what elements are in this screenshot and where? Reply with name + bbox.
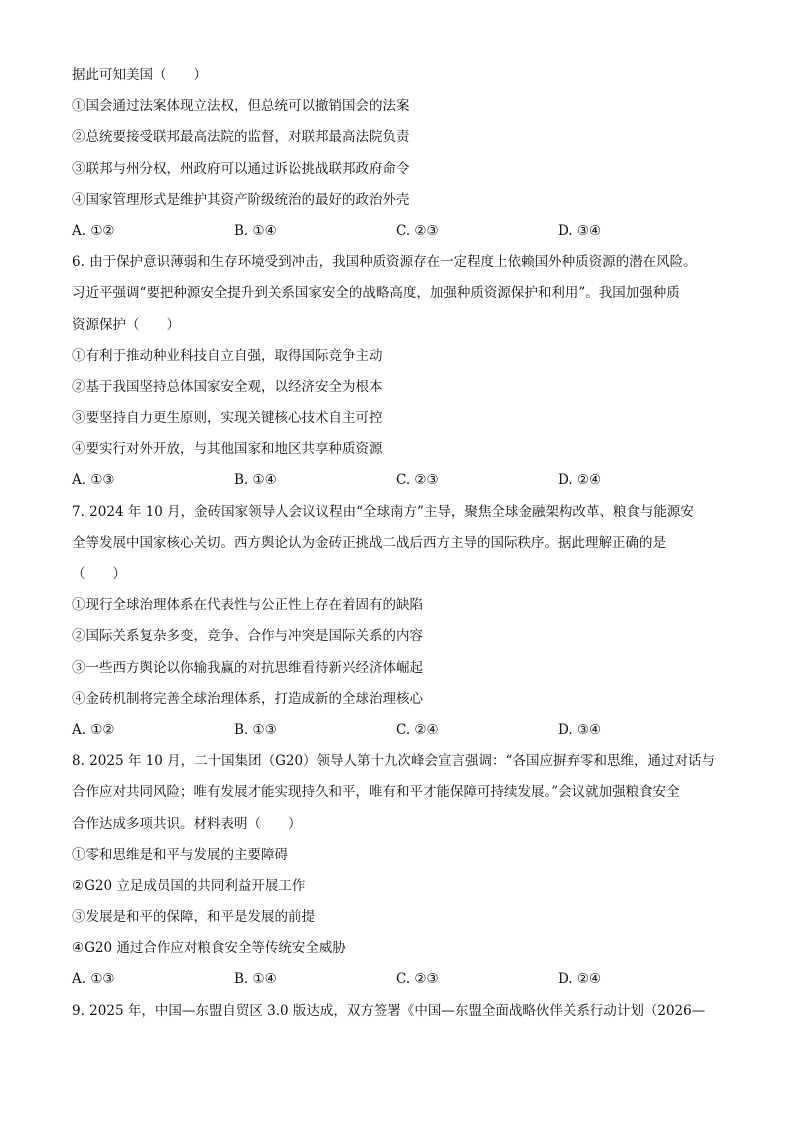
question-5-item-2: ②总统要接受联邦最高法院的监督，对联邦最高法院负责 [72,129,410,146]
question-7-stem-line-1: 7. 2024 年 10 月，金砖国家领导人会议议程由“全球南方”主导，聚焦全球金融架构改革、粮食与能源安 [72,503,694,520]
question-8-item-3: ③发展是和平的保障，和平是发展的前提 [72,909,315,926]
question-8-options [72,966,732,997]
question-5-stem: 据此可知美国（ ） [72,67,207,83]
question-7 [72,499,732,749]
question-6-item-2: ②基于我国坚持总体国家安全观，以经济安全为根本 [72,378,383,395]
question-5-option-b: B. ①④ [234,222,277,239]
question-9-stem-line-1: 9. 2025 年，中国—东盟自贸区 3.0 版达成，双方签署《中国—东盟全面战略伙伴关系行动计划（2026— [72,1002,706,1019]
question-7-option-b: B. ①③ [234,721,277,738]
question-7-option-a: A. ①② [72,721,115,738]
question-8-stem-line-2: 合作应对共同风险；唯有发展才能实现持久和平，唯有和平才能保障可持续发展。”会议就加强粮食安全 [72,784,680,801]
question-8-option-a: A. ①③ [72,971,115,988]
question-8-option-c: C. ②③ [396,971,439,988]
exam-page [72,62,732,1029]
question-5-item-4: ④国家管理形式是维护其资产阶级统治的最好的政治外壳 [72,191,410,208]
question-8-item-1: ①零和思维是和平与发展的主要障碍 [72,846,288,863]
question-5-item-3: ③联邦与州分权，州政府可以通过诉讼挑战联邦政府命令 [72,160,410,177]
question-7-option-d: D. ③④ [558,721,602,738]
question-6-option-d: D. ②④ [558,472,602,489]
question-7-stem-line-3: （ ） [72,566,126,582]
question-6-stem-line-2: 习近平强调“要把种源安全提升到关系国家安全的战略高度，加强种质资源保护和利用”。我国加强种质 [72,285,680,302]
question-8-item-4: ④G20 通过合作应对粮食安全等传统安全威胁 [72,940,346,957]
question-7-stem-line-2: 全等发展中国家核心关切。西方舆论认为金砖正挑战二战后西方主导的国际秩序。据此理解正确的是 [72,534,666,551]
question-6-stem-line-3: 资源保护（ ） [72,316,180,333]
question-6-stem-line-1: 6. 由于保护意识薄弱和生存环境受到冲击，我国种质资源存在一定程度上依赖国外种质资源的潜在风险。 [72,254,697,271]
question-6 [72,249,732,499]
question-8-option-b: B. ①④ [234,971,277,988]
question-8-item-2: ②G20 立足成员国的共同利益开展工作 [72,877,306,894]
question-9 [72,998,732,1029]
question-6-item-3: ③要坚持自力更生原则，实现关键核心技术自主可控 [72,410,383,427]
question-8-option-d: D. ②④ [558,971,602,988]
question-8-stem-line-3: 合作达成多项共识。材料表明（ ） [72,815,302,832]
question-5-option-d: D. ③④ [558,222,602,239]
question-8-stem-line-1: 8. 2025 年 10 月，二十国集团（G20）领导人第十九次峰会宣言强调：“各国应摒弃零和思维，通过对话与 [72,753,715,770]
question-6-item-4: ④要实行对外开放，与其他国家和地区共享种质资源 [72,441,383,458]
question-6-option-c: C. ②③ [396,472,439,489]
question-6-item-1: ①有利于推动种业科技自立自强，取得国际竞争主动 [72,347,383,364]
question-6-option-a: A. ①③ [72,472,115,489]
question-5-options [72,218,732,249]
question-7-options [72,717,732,748]
question-7-option-c: C. ②④ [396,721,439,738]
question-7-item-1: ①现行全球治理体系在代表性与公正性上存在着固有的缺陷 [72,597,423,614]
question-6-options [72,467,732,498]
question-7-item-2: ②国际关系复杂多变，竞争、合作与冲突是国际关系的内容 [72,628,423,645]
question-5-option-a: A. ①② [72,222,115,239]
question-7-item-4: ④金砖机制将完善全球治理体系，打造成新的全球治理核心 [72,690,423,707]
question-6-option-b: B. ①④ [234,472,277,489]
question-5 [72,62,732,249]
question-5-option-c: C. ②③ [396,222,439,239]
question-5-item-1: ①国会通过法案体现立法权，但总统可以撤销国会的法案 [72,98,410,115]
question-8 [72,748,732,998]
question-7-item-3: ③一些西方舆论以你输我赢的对抗思维看待新兴经济体崛起 [72,659,423,676]
